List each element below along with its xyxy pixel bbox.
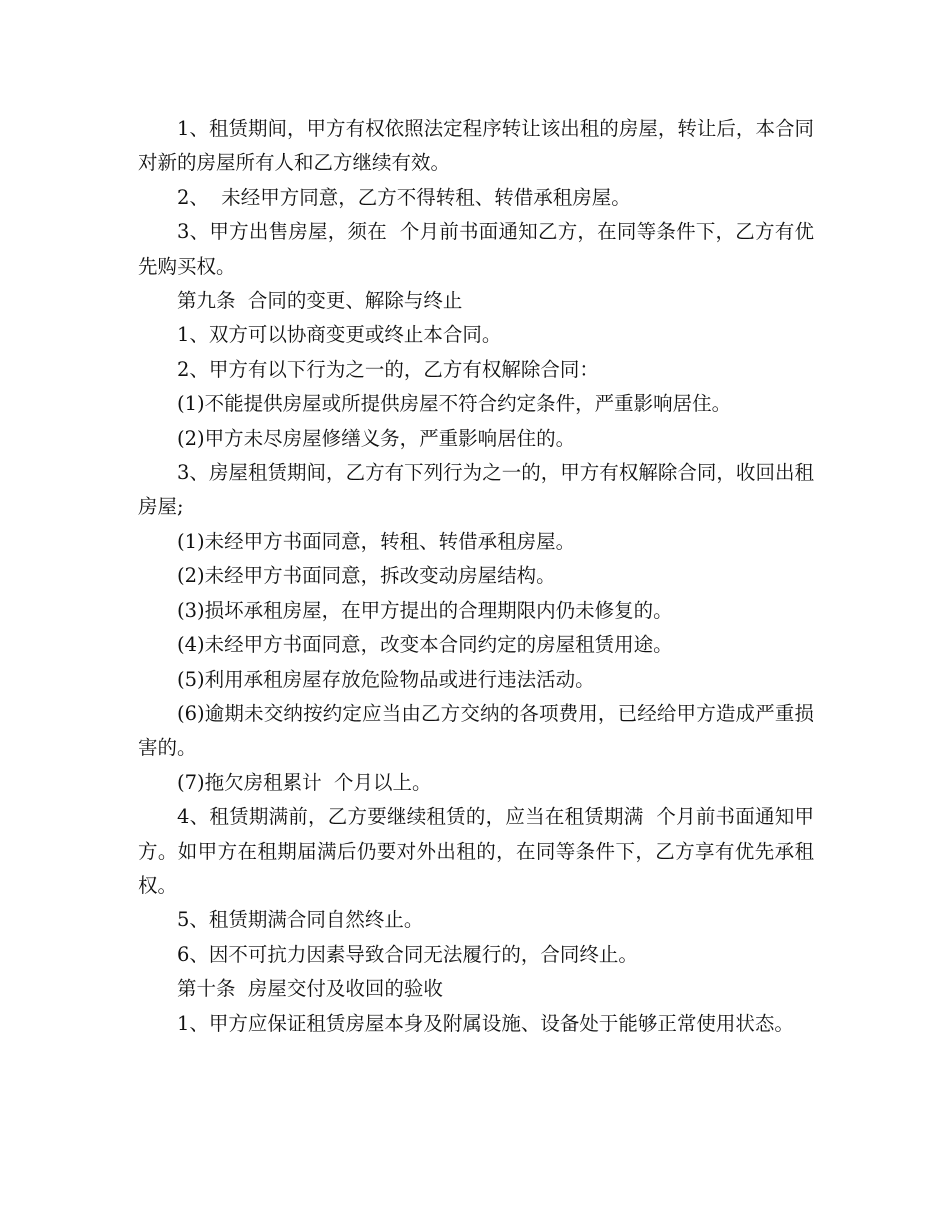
paragraph-article9-item2-sub1: (1)不能提供房屋或所提供房屋不符合约定条件，严重影响居住。 xyxy=(177,392,732,416)
paragraph-article9-item5: 5、租赁期满合同自然终止。 xyxy=(177,908,424,932)
paragraph-article8-item1: 1、租赁期间，甲方有权依照法定程序转让该出租的房屋，转让后，本合同对新的房屋所有人和乙方继续有效。 xyxy=(138,117,814,175)
paragraph-article9-item3-sub5: (5)利用承租房屋存放危险物品或进行违法活动。 xyxy=(177,667,595,691)
paragraph-article9-item3-sub3: (3)损坏承租房屋，在甲方提出的合理期限内仍未修复的。 xyxy=(177,598,673,622)
paragraph-article10-item1: 1、甲方应保证租赁房屋本身及附属设施、设备处于能够正常使用状态。 xyxy=(177,1011,794,1035)
paragraph-article9-item3-sub7: (7)拖欠房租累计 个月以上。 xyxy=(177,770,432,794)
paragraph-article9-item6: 6、因不可抗力因素导致合同无法履行的，合同终止。 xyxy=(177,942,638,966)
paragraph-article8-item2: 2、 未经甲方同意，乙方不得转租、转借承租房屋。 xyxy=(177,185,631,209)
article10-heading: 第十条 房屋交付及收回的验收 xyxy=(177,977,443,1001)
paragraph-article9-item3-sub6: (6)逾期未交纳按约定应当由乙方交纳的各项费用，已经给甲方造成严重损害的。 xyxy=(138,701,814,760)
paragraph-article8-item3: 3、甲方出售房屋，须在 个月前书面通知乙方，在同等条件下，乙方有优先购买权。 xyxy=(138,220,814,278)
document-body xyxy=(138,112,814,1041)
paragraph-article9-item3-sub1: (1)未经甲方书面同意，转租、转借承租房屋。 xyxy=(177,529,576,553)
paragraph-article9-item2: 2、甲方有以下行为之一的，乙方有权解除合同： xyxy=(177,357,599,381)
paragraph-article9-item4: 4、租赁期满前，乙方要继续租赁的，应当在租赁期满 个月前书面通知甲方。如甲方在租期届满后仍要对外出租的，在同等条件下，乙方享有优先承租权。 xyxy=(138,805,814,897)
paragraph-article9-item3-sub2: (2)未经甲方书面同意，拆改变动房屋结构。 xyxy=(177,564,556,588)
paragraph-article9-item3: 3、房屋租赁期间，乙方有下列行为之一的，甲方有权解除合同，收回出租房屋; xyxy=(138,461,814,519)
paragraph-article9-item3-sub4: (4)未经甲方书面同意，改变本合同约定的房屋租赁用途。 xyxy=(177,633,673,657)
article9-heading: 第九条 合同的变更、解除与终止 xyxy=(177,289,463,313)
paragraph-article9-item2-sub2: (2)甲方未尽房屋修缮义务，严重影响居住的。 xyxy=(177,426,576,450)
paragraph-article9-item1: 1、双方可以协商变更或终止本合同。 xyxy=(177,323,502,347)
